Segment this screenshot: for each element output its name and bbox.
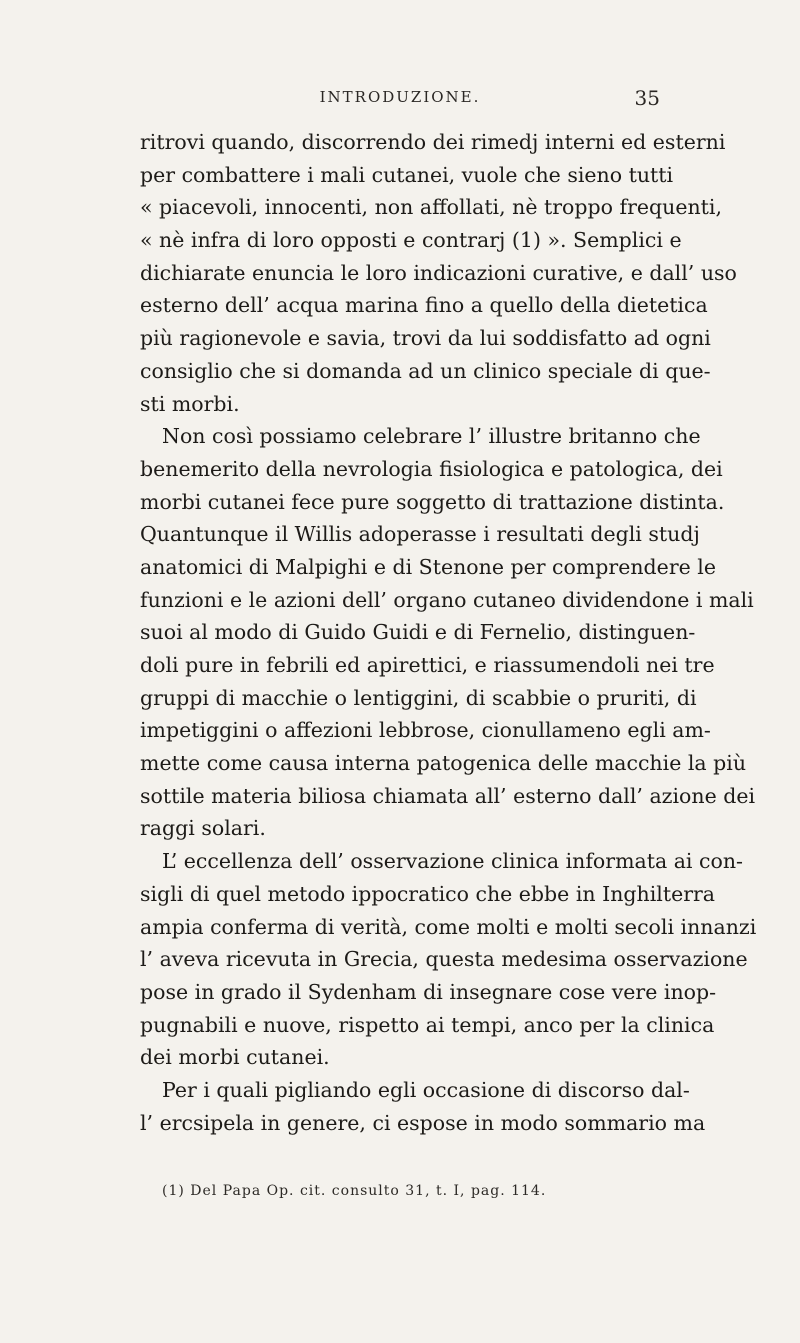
page-header bbox=[140, 88, 660, 112]
text-line: L’ eccellenza dell’ osservazione clinica informata ai con- bbox=[162, 849, 743, 874]
text-line: mette come causa interna patogenica delle macchie la più bbox=[140, 751, 747, 776]
text-line: l’ aveva ricevuta in Grecia, questa medesima osservazione bbox=[140, 947, 748, 972]
text-line: « piacevoli, innocenti, non affollati, nè troppo frequenti, bbox=[140, 195, 722, 220]
text-line: sti morbi. bbox=[140, 391, 240, 416]
page-number: 35 bbox=[634, 86, 660, 110]
text-line: più ragionevole e savia, trovi da lui soddisfatto ad ogni bbox=[140, 326, 711, 351]
text-line: benemerito della nevrologia fisiologica e patologica, dei bbox=[140, 456, 723, 481]
running-title: INTRODUZIONE. bbox=[319, 88, 481, 106]
text-line: anatomici di Malpighi e di Stenone per comprendere le bbox=[140, 554, 716, 579]
text-line: esterno dell’ acqua marina fino a quello della dietetica bbox=[140, 293, 708, 318]
text-line: suoi al modo di Guido Guidi e di Fernelio, distinguen- bbox=[140, 620, 696, 645]
footnote: (1) Del Papa Op. cit. consulto 31, t. I, pag. 114. bbox=[162, 1183, 547, 1199]
text-line: per combattere i mali cutanei, vuole che sieno tutti bbox=[140, 162, 674, 187]
text-line: sigli di quel metodo ippocratico che ebbe in Inghilterra bbox=[140, 881, 716, 906]
text-line: consiglio che si domanda ad un clinico speciale di que- bbox=[140, 358, 711, 383]
text-line: raggi solari. bbox=[140, 816, 266, 841]
text-line: pose in grado il Sydenham di insegnare cose vere inop- bbox=[140, 979, 717, 1004]
body-text bbox=[140, 126, 757, 1139]
text-line: doli pure in febrili ed apirettici, e riassumendoli nei tre bbox=[140, 653, 715, 677]
text-line: ritrovi quando, discorrendo dei rimedj interni ed esterni bbox=[140, 130, 726, 154]
text-line: ampia conferma di verità, come molti e molti secoli innanzi bbox=[140, 914, 757, 939]
text-line: Non così possiamo celebrare l’ illustre britanno che bbox=[162, 424, 701, 449]
text-line: dichiarate enuncia le loro indicazioni curative, e dall’ uso bbox=[140, 260, 737, 285]
text-line: sottile materia biliosa chiamata all’ esterno dall’ azione dei bbox=[140, 783, 756, 808]
text-line: impetiggini o affezioni lebbrose, cionullameno egli am- bbox=[140, 718, 711, 743]
text-line: funzioni e le azioni dell’ organo cutaneo dividendone i mali bbox=[140, 587, 754, 612]
text-line: Per i quali pigliando egli occasione di discorso dal- bbox=[162, 1077, 690, 1102]
text-line: morbi cutanei fece pure soggetto di trattazione distinta. bbox=[140, 489, 725, 514]
text-line: l’ ercsipela in genere, ci espose in modo sommario ma bbox=[140, 1110, 706, 1135]
text-line: gruppi di macchie o lentiggini, di scabbie o pruriti, di bbox=[140, 685, 697, 710]
text-line: « nè infra di loro opposti e contrarj (1) ». Semplici e bbox=[140, 228, 682, 253]
text-line: Quantunque il Willis adoperasse i resultati degli studj bbox=[140, 522, 700, 547]
text-line: pugnabili e nuove, rispetto ai tempi, anco per la clinica bbox=[140, 1012, 715, 1037]
text-line: dei morbi cutanei. bbox=[140, 1045, 330, 1070]
